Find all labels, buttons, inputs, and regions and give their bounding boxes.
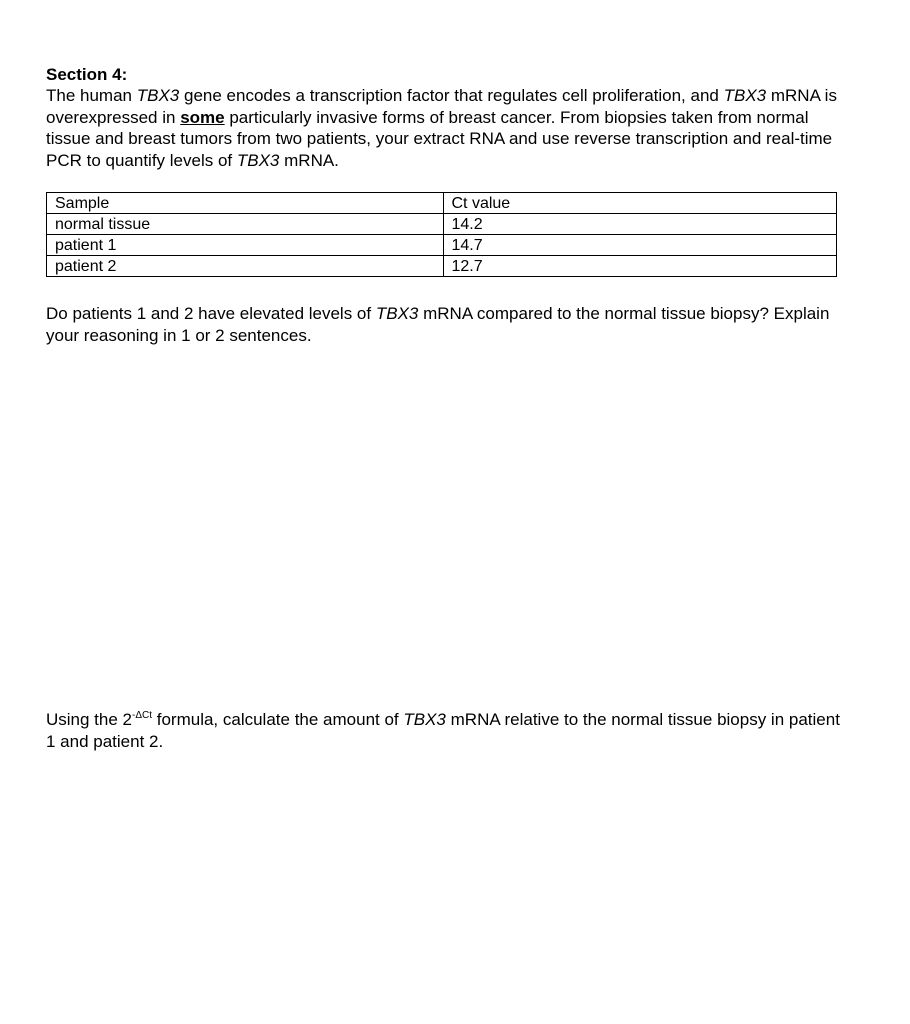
- table-header-row: [47, 193, 837, 214]
- gene-name: TBX3: [136, 86, 180, 105]
- header-ct-value: Ct value: [443, 193, 837, 214]
- intro-paragraph: [46, 85, 846, 171]
- delta-ct-superscript: -ΔCt: [132, 710, 153, 721]
- table-row: [47, 235, 837, 256]
- question-1: [46, 303, 846, 346]
- intro-text-4: particularly invasive forms of breast cancer. From biopsies taken from normal tissue and breast tumors from two patients, your extract RNA and use reverse transcription and real-time PCR to quantify levels of: [46, 107, 833, 170]
- ct-value-cell: 14.7: [443, 235, 837, 256]
- sample-cell: patient 1: [47, 235, 444, 256]
- question-2: [46, 709, 846, 752]
- gene-name: TBX3: [403, 710, 446, 729]
- gene-name: TBX3: [723, 86, 767, 105]
- question-1-text-1: Do patients 1 and 2 have elevated levels of: [46, 304, 376, 323]
- table-row: [47, 256, 837, 277]
- section-title: Section 4:: [46, 65, 128, 84]
- intro-text-5: mRNA.: [279, 150, 339, 170]
- header-sample: Sample: [47, 193, 444, 214]
- gene-name: TBX3: [236, 150, 280, 170]
- question-1-text-2: mRNA compared to the normal tissue biopsy? Explain your reasoning in 1 or 2 sentences.: [46, 304, 830, 345]
- sample-cell: patient 2: [47, 256, 444, 277]
- ct-value-cell: 12.7: [443, 256, 837, 277]
- table-row: [47, 214, 837, 235]
- question-2-text-3: mRNA relative to the normal tissue biopsy in patient 1 and patient 2.: [46, 710, 840, 751]
- sample-cell: normal tissue: [47, 214, 444, 235]
- intro-text-1: The human: [46, 86, 137, 105]
- intro-text-3: mRNA is overexpressed in: [46, 86, 837, 127]
- gene-name: TBX3: [375, 304, 419, 323]
- ct-value-cell: 14.2: [443, 214, 837, 235]
- ct-value-table: [46, 192, 837, 277]
- question-2-text-1: Using the 2: [46, 710, 132, 729]
- intro-text-2: gene encodes a transcription factor that regulates cell proliferation, and: [179, 86, 724, 105]
- question-2-text-2: formula, calculate the amount of: [152, 710, 404, 729]
- emphasis-word: some: [180, 107, 225, 127]
